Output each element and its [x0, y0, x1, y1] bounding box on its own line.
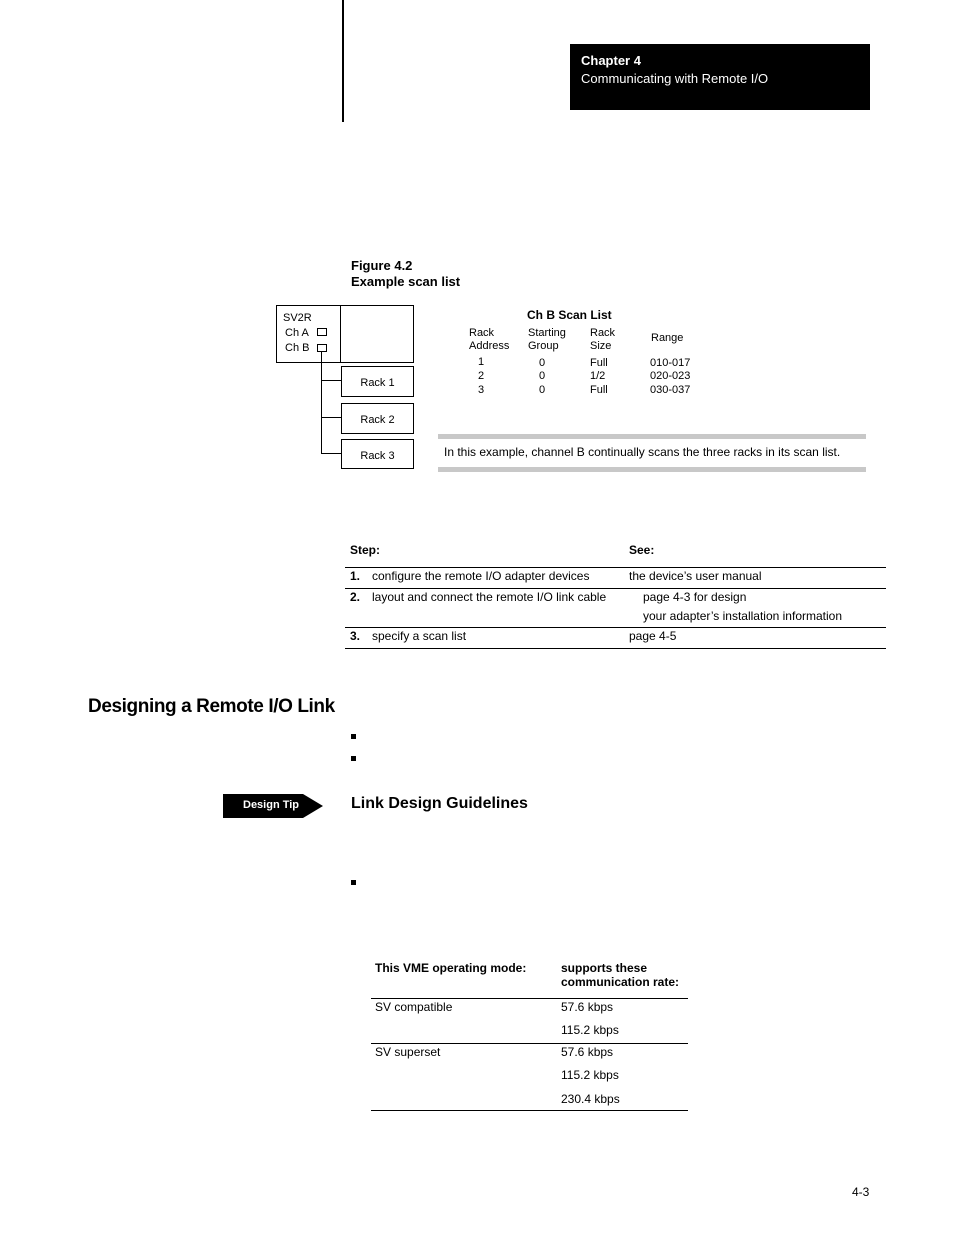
scan-row-3-group: 0	[539, 384, 546, 396]
header-rack-address	[469, 327, 509, 353]
rack-label-1: Rack 1	[360, 377, 395, 389]
scan-row-1-size: Full	[590, 357, 608, 369]
step-2-see-line2: your adapter’s installation information	[643, 609, 843, 623]
note-bottom-bar	[438, 467, 866, 472]
module-name: SV2R	[283, 312, 312, 324]
steps-header-see: See:	[629, 543, 655, 557]
channel-b-label: Ch B	[285, 342, 310, 354]
modes-header-rate	[561, 961, 679, 989]
chapter-number: Chapter 4	[581, 53, 641, 68]
page-number: 4-3	[852, 1185, 870, 1199]
link-cable-branch-2	[321, 417, 341, 418]
note-top-bar	[438, 434, 866, 439]
mode-2-rate-1: 57.6 kbps	[561, 1045, 614, 1059]
step-1-see: the device’s user manual	[629, 569, 762, 583]
step-1-text: configure the remote I/O adapter devices	[372, 569, 590, 583]
figure-note: In this example, channel B continually scans the three racks in its scan list.	[444, 445, 841, 459]
header-rack-address-line1: Rack	[469, 327, 495, 339]
step-2-number: 2.	[350, 590, 361, 604]
link-cable-vertical	[321, 352, 322, 453]
header-rack-address-line2: Address	[469, 340, 510, 352]
mode-2-name: SV superset	[375, 1045, 441, 1059]
module-divider	[340, 306, 341, 362]
chapter-header	[570, 44, 870, 110]
rack-label-3: Rack 3	[360, 450, 395, 462]
step-2-see-line1: page 4-3 for design	[643, 590, 747, 604]
steps-rule-3	[345, 648, 886, 649]
scan-row-2-size: 1/2	[590, 370, 606, 382]
modes-header-rate-line2: communication rate:	[561, 975, 680, 989]
header-rack-size	[590, 327, 615, 353]
steps-rule-0	[345, 567, 886, 568]
margin-rule	[342, 0, 344, 122]
header-starting-group	[528, 327, 566, 353]
scan-row-1-address: 1	[478, 356, 485, 368]
rack-box-1	[341, 366, 414, 397]
header-rack-size-line1: Rack	[590, 327, 616, 339]
mode-1-rate-2: 115.2 kbps	[561, 1023, 619, 1037]
scan-row-3-range: 030-037	[650, 384, 691, 396]
rack-box-3	[341, 439, 414, 469]
mode-2-rate-3: 230.4 kbps	[561, 1092, 620, 1106]
link-cable-branch-1	[321, 380, 341, 381]
sv2r-module	[276, 305, 414, 363]
link-cable-branch-3	[321, 453, 341, 454]
chapter-title: Communicating with Remote I/O	[581, 71, 769, 86]
channel-b-port	[317, 344, 327, 352]
modes-header-rate-line1: supports these	[561, 961, 648, 975]
design-tip-label: Design Tip	[243, 799, 300, 811]
channel-a-label: Ch A	[285, 327, 309, 339]
bullet-marker	[351, 734, 356, 739]
figure-title: Example scan list	[351, 274, 461, 289]
scan-row-2-group: 0	[539, 370, 546, 382]
steps-header-step: Step:	[350, 543, 380, 557]
scan-row-1-group: 0	[539, 357, 546, 369]
mode-1-name: SV compatible	[375, 1000, 453, 1014]
section-heading: Designing a Remote I/O Link	[88, 696, 335, 717]
step-1-number: 1.	[350, 569, 361, 583]
steps-rule-1	[345, 588, 886, 589]
modes-header-mode: This VME operating mode:	[375, 961, 527, 975]
mode-1-rate-1: 57.6 kbps	[561, 1000, 614, 1014]
header-starting-group-line1: Starting	[528, 327, 566, 339]
step-3-see: page 4-5	[629, 629, 677, 643]
design-tip-tag	[223, 794, 323, 818]
step-3-number: 3.	[350, 629, 361, 643]
scan-row-3-size: Full	[590, 384, 608, 396]
channel-a-port	[317, 328, 327, 336]
figure-caption	[351, 258, 460, 290]
scan-row-2-address: 2	[478, 370, 485, 382]
mode-2-rate-2: 115.2 kbps	[561, 1068, 619, 1082]
scan-row-1-range: 010-017	[650, 357, 691, 369]
step-3-text: specify a scan list	[372, 629, 467, 643]
step-2-text: layout and connect the remote I/O link cable	[372, 590, 607, 604]
rack-box-2	[341, 403, 414, 434]
steps-rule-2	[345, 627, 886, 628]
figure-number: Figure 4.2	[351, 258, 413, 273]
rack-label-2: Rack 2	[360, 414, 395, 426]
bullet-marker	[351, 880, 356, 885]
modes-rule-1	[371, 1043, 688, 1044]
header-starting-group-line2: Group	[528, 340, 559, 352]
modes-rule-0	[371, 998, 688, 999]
bullet-marker	[351, 756, 356, 761]
header-range: Range	[651, 332, 684, 344]
modes-rule-2	[371, 1110, 688, 1111]
scan-list-title: Ch B Scan List	[527, 308, 612, 322]
scan-row-2-range: 020-023	[650, 370, 691, 382]
header-rack-size-line2: Size	[590, 340, 612, 352]
subsection-heading: Link Design Guidelines	[351, 795, 528, 812]
scan-row-3-address: 3	[478, 384, 485, 396]
